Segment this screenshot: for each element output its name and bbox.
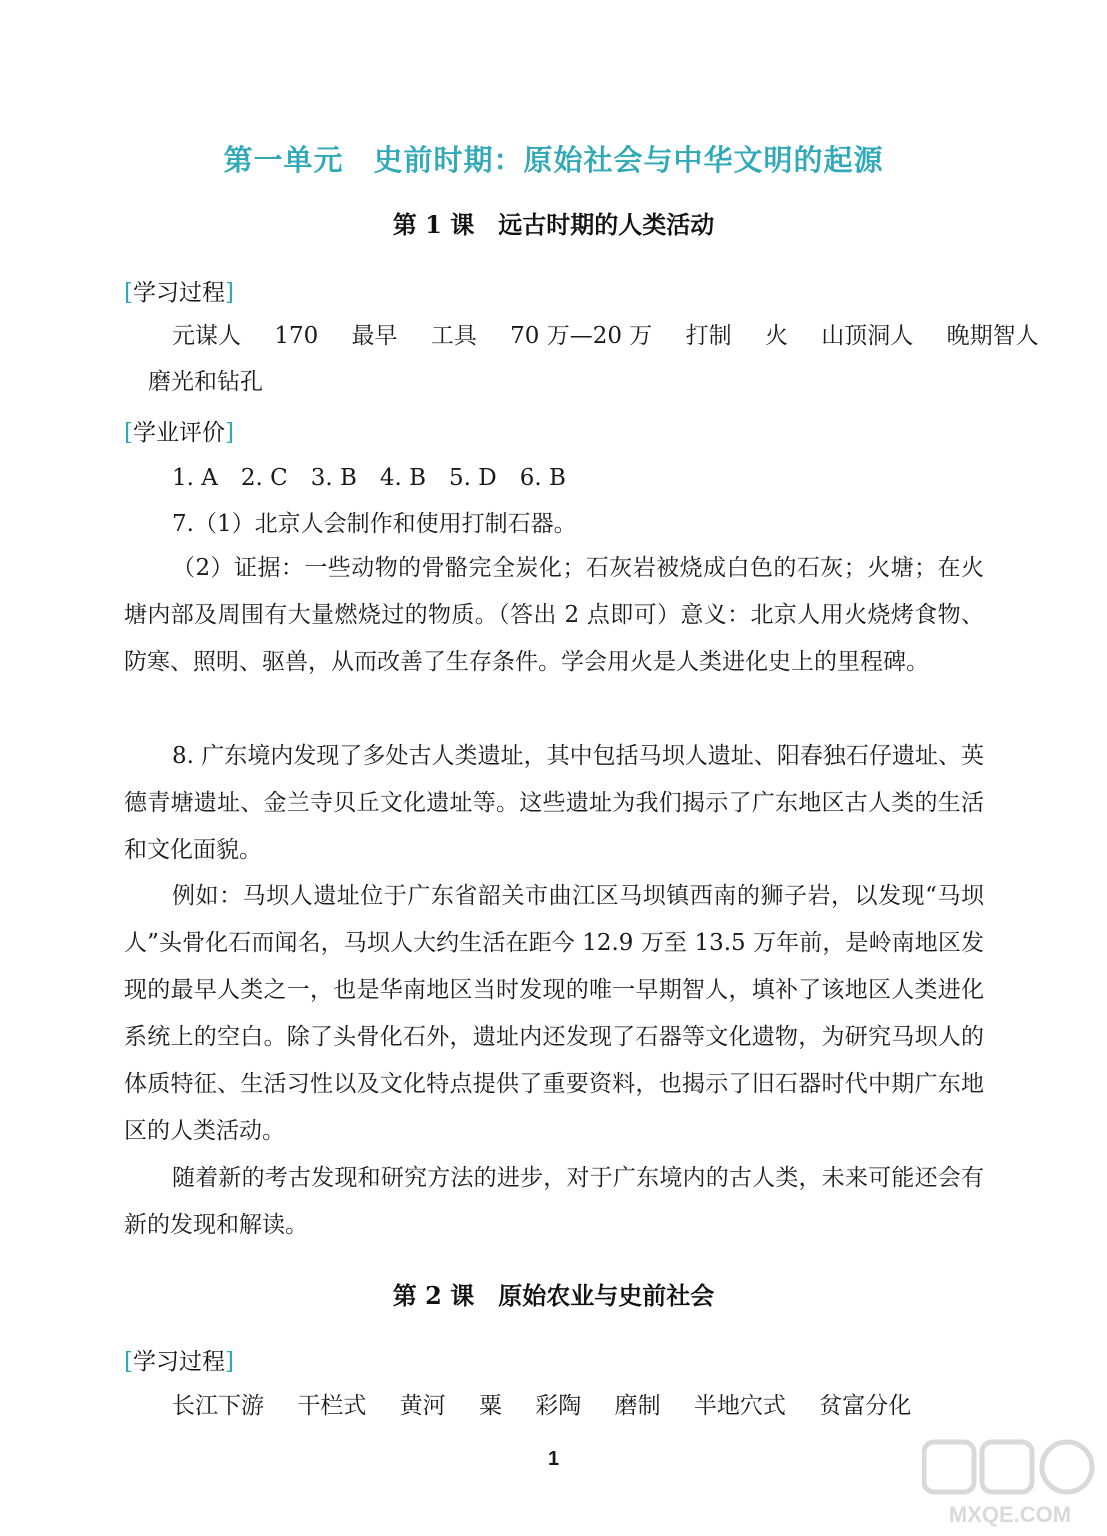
keyword: 山顶洞人 xyxy=(821,323,914,349)
lesson2-title: 第 2 课 原始农业与史前社会 xyxy=(392,1281,715,1310)
unit-title: 第一单元 史前时期：原始社会与中华文明的起源 xyxy=(223,143,884,177)
lesson1-keywords-row xyxy=(172,320,1039,352)
q8-paragraph: 8. 广东境内发现了多处古人类遗址，其中包括马坝人遗址、阳春独石仔遗址、英德青塘遗址、金兰寺贝丘文化遗址等。这些遗址为我们揭示了广东地区古人类的生活和文化面貌。 xyxy=(124,743,984,863)
lesson2-learning-label: [学习过程] xyxy=(124,1349,234,1375)
page-number: 1 xyxy=(547,1448,560,1470)
watermark-logo xyxy=(922,1438,1097,1528)
keyword: 磨制 xyxy=(614,1393,661,1419)
lesson2-keywords-row xyxy=(172,1390,911,1422)
keyword: 半地穴式 xyxy=(693,1393,786,1419)
keyword: 元谋人 xyxy=(172,323,241,349)
keyword: 晚期智人 xyxy=(946,323,1039,349)
lesson1-title: 第 1 课 远古时期的人类活动 xyxy=(392,210,715,239)
lesson1-eval-label: [学业评价] xyxy=(124,420,234,446)
keyword: 粟 xyxy=(478,1393,502,1419)
eval-label-text: 学业评价 xyxy=(132,420,225,446)
keyword: 贫富分化 xyxy=(819,1393,912,1419)
keyword: 火 xyxy=(764,323,788,349)
learning-label-text: 学习过程 xyxy=(132,280,225,306)
q7-part2: （2）证据：一些动物的骨骼完全炭化；石灰岩被烧成白色的石灰；火塘；在火塘内部及周围有大量燃烧过的物质。（答出 2 点即可）意义：北京人用火烧烤食物、防寒、照明、驱兽，从而改善了生存条件。学会用火是人类进化史上的里程碑。 xyxy=(124,555,984,675)
keyword: 工具 xyxy=(430,323,477,349)
lesson1-learning-label: [学习过程] xyxy=(124,280,234,306)
watermark-text: MXQE.COM xyxy=(948,1502,1072,1527)
learning-label-text: 学习过程 xyxy=(132,1349,225,1375)
example-paragraph: 例如：马坝人遗址位于广东省韶关市曲江区马坝镇西南的狮子岩，以发现“马坝人”头骨化石而闻名，马坝人大约生活在距今 12.9 万至 13.5 万年前，是岭南地区发现的最早人类之一，也是华南地区当时发现的唯一早期智人，填补了该地区人类进化系统上的空白。除了头骨化石外，遗址内还发现了石器等文化遗物，为研究马坝人的体质特征、生活习性以及文化特点提供了重要资料，也揭示了旧石器时代中期广东地区的人类活动。 xyxy=(124,883,984,1144)
keyword: 70 万—20 万 xyxy=(510,323,653,349)
keyword: 黄河 xyxy=(399,1393,446,1419)
lesson1-answers: 1. A 2. C 3. B 4. B 5. D 6. B xyxy=(172,465,566,491)
keyword: 彩陶 xyxy=(535,1393,582,1419)
keyword: 最早 xyxy=(351,323,398,349)
keyword: 170 xyxy=(274,323,319,349)
conclusion-paragraph: 随着新的考古发现和研究方法的进步，对于广东境内的古人类，未来可能还会有新的发现和解读。 xyxy=(124,1165,984,1238)
keyword: 干栏式 xyxy=(297,1393,367,1419)
lesson1-keywords-row2: 磨光和钻孔 xyxy=(148,369,263,395)
keyword: 打制 xyxy=(685,323,732,349)
keyword: 长江下游 xyxy=(172,1393,264,1419)
q7-part1: 7.（1）北京人会制作和使用打制石器。 xyxy=(172,511,577,537)
